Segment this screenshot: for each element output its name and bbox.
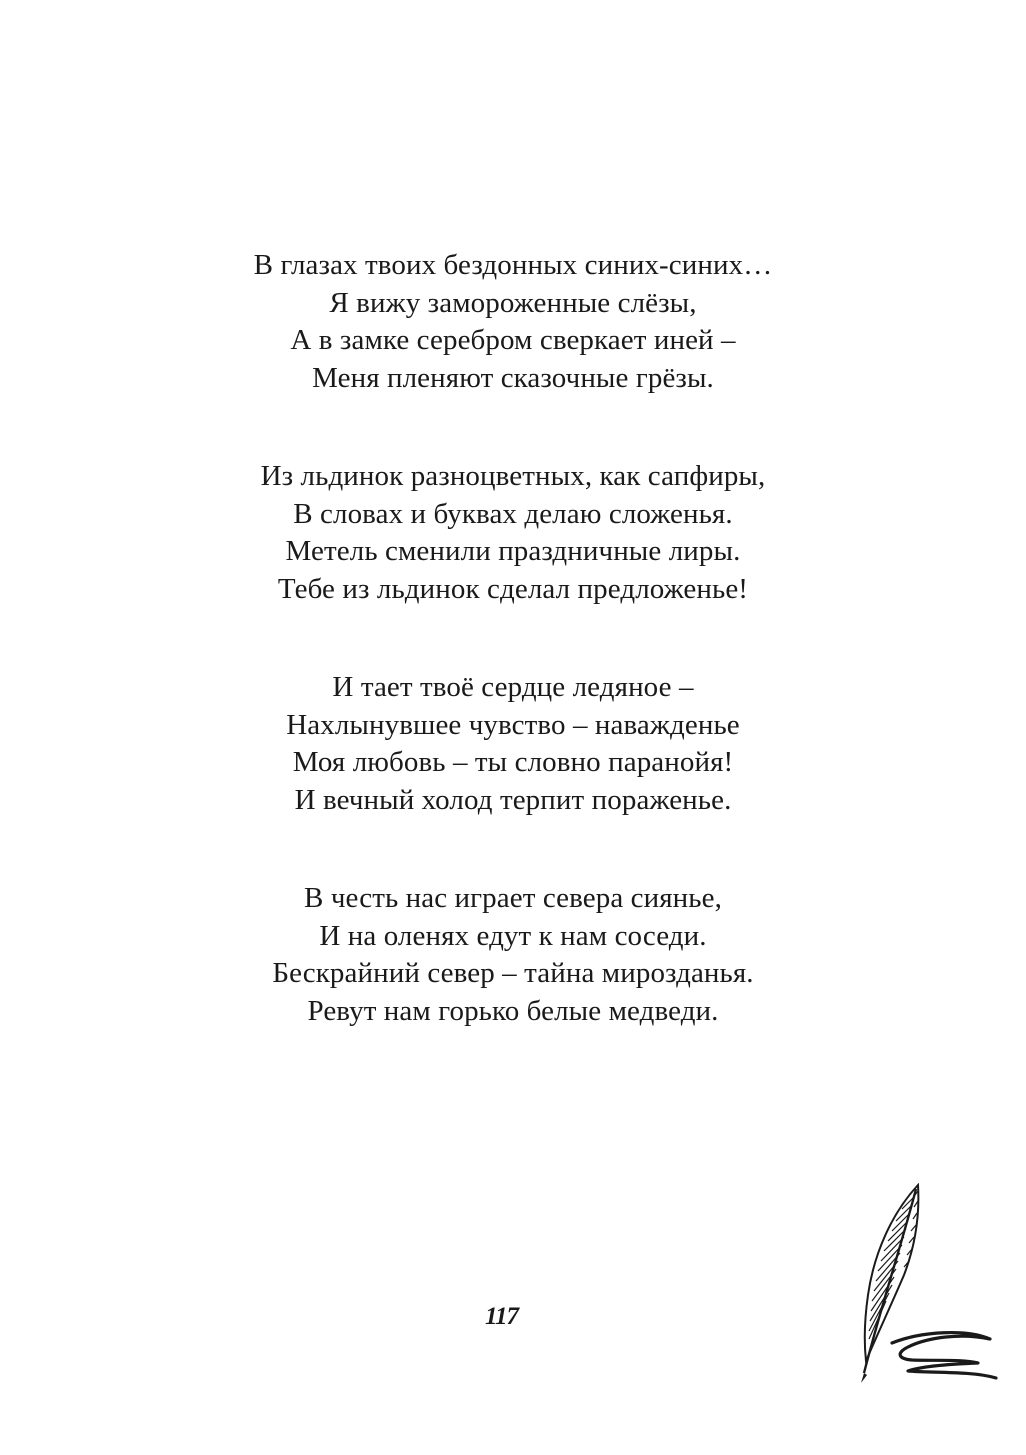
poem bbox=[0, 247, 1026, 1091]
poem-line: Моя любовь – ты словно паранойя! bbox=[292, 746, 734, 778]
stanza-1 bbox=[0, 247, 1026, 397]
stanza-3 bbox=[0, 669, 1026, 819]
poem-line: И тает твоё сердце ледяное – bbox=[332, 671, 694, 703]
poem-line: А в замке серебром сверкает иней – bbox=[290, 324, 736, 356]
poem-line: В честь нас играет севера сиянье, bbox=[304, 882, 722, 914]
poem-line: Я вижу замороженные слёзы, bbox=[329, 286, 697, 319]
poem-line: Меня пленяют сказочные грёзы. bbox=[312, 361, 714, 394]
poem-line: Тебе из льдинок сделал предложенье! bbox=[277, 572, 749, 605]
poem-line: В словах и буквах делаю сложенья. bbox=[293, 497, 733, 530]
poem-line: Нахлынувшее чувство – наважденье bbox=[286, 708, 740, 741]
poem-line: Бескрайний север – тайна мирозданья. bbox=[272, 957, 754, 989]
quill-pen-icon bbox=[852, 1183, 1000, 1388]
poem-line: Ревут нам горько белые медведи. bbox=[307, 994, 719, 1027]
page-number: 117 bbox=[484, 1303, 519, 1330]
stanza-4 bbox=[0, 880, 1026, 1030]
poem-line: И на оленях едут к нам соседи. bbox=[319, 919, 707, 952]
poem-line: И вечный холод терпит пораженье. bbox=[294, 783, 732, 816]
poem-line: В глазах твоих бездонных синих-синих… bbox=[253, 249, 773, 281]
stanza-2 bbox=[0, 458, 1026, 608]
poem-line: Метель сменили праздничные лиры. bbox=[285, 535, 741, 567]
poem-line: Из льдинок разноцветных, как сапфиры, bbox=[260, 460, 766, 492]
